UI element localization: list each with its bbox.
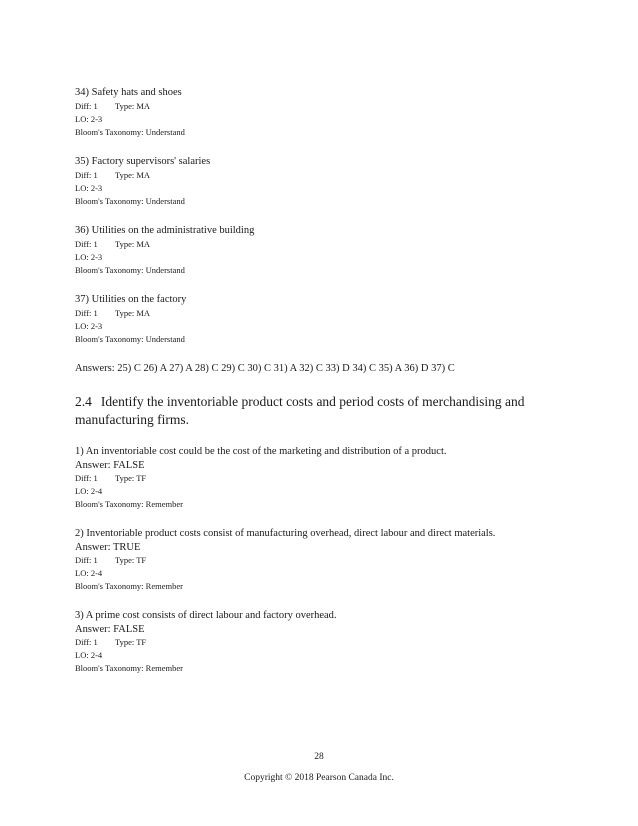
- difficulty-type: [75, 100, 575, 113]
- section-heading: [75, 393, 575, 429]
- question-type: Type: TF: [115, 473, 147, 483]
- blooms-taxonomy: Bloom's Taxonomy: Understand: [75, 196, 185, 206]
- answer: Answer: FALSE: [75, 460, 145, 471]
- difficulty-type: [75, 636, 575, 649]
- question-text: 3) A prime cost consists of direct labour and factory overhead.: [75, 610, 337, 621]
- blooms-taxonomy: Bloom's Taxonomy: Understand: [75, 265, 185, 275]
- question-text: 37) Utilities on the factory: [75, 294, 187, 305]
- answer-key: Answers: 25) C 26) A 27) A 28) C 29) C 30) C 31) A 32) C 33) D 34) C 35) A 36) D 37) C: [75, 363, 455, 374]
- question-35: [75, 155, 575, 208]
- page-number: 28: [314, 752, 324, 762]
- difficulty: Diff: 1: [75, 101, 98, 111]
- document-page: [75, 86, 575, 691]
- question-text: 2) Inventoriable product costs consist of manufacturing overhead, direct labour and direct materials.: [75, 528, 496, 539]
- question-type: Type: MA: [115, 101, 151, 111]
- learning-objective: LO: 2-3: [75, 183, 103, 193]
- learning-objective: LO: 2-4: [75, 568, 103, 578]
- difficulty-type: [75, 554, 575, 567]
- question-37: [75, 293, 575, 346]
- question-type: Type: TF: [115, 637, 147, 647]
- question-36: [75, 224, 575, 277]
- learning-objective: LO: 2-4: [75, 486, 103, 496]
- question-text: 34) Safety hats and shoes: [75, 87, 182, 98]
- question-1: [75, 445, 575, 511]
- blooms-taxonomy: Bloom's Taxonomy: Remember: [75, 663, 183, 673]
- copyright-notice: Copyright © 2018 Pearson Canada Inc.: [244, 773, 394, 783]
- difficulty: Diff: 1: [75, 473, 98, 483]
- question-text: 36) Utilities on the administrative building: [75, 225, 255, 236]
- difficulty: Diff: 1: [75, 555, 98, 565]
- blooms-taxonomy: Bloom's Taxonomy: Understand: [75, 127, 185, 137]
- difficulty: Diff: 1: [75, 170, 98, 180]
- difficulty-type: [75, 472, 575, 485]
- learning-objective: LO: 2-3: [75, 114, 103, 124]
- difficulty-type: [75, 307, 575, 320]
- difficulty-type: [75, 238, 575, 251]
- question-3: [75, 609, 575, 675]
- question-2: [75, 527, 575, 593]
- question-type: Type: TF: [115, 555, 147, 565]
- learning-objective: LO: 2-3: [75, 252, 103, 262]
- difficulty: Diff: 1: [75, 239, 98, 249]
- learning-objective: LO: 2-4: [75, 650, 103, 660]
- question-34: [75, 86, 575, 139]
- blooms-taxonomy: Bloom's Taxonomy: Understand: [75, 334, 185, 344]
- question-text: 35) Factory supervisors' salaries: [75, 156, 211, 167]
- difficulty: Diff: 1: [75, 637, 98, 647]
- difficulty: Diff: 1: [75, 308, 98, 318]
- blooms-taxonomy: Bloom's Taxonomy: Remember: [75, 499, 183, 509]
- answer: Answer: FALSE: [75, 624, 145, 635]
- section-number: 2.4: [75, 394, 92, 409]
- learning-objective: LO: 2-3: [75, 321, 103, 331]
- section-title: Identify the inventoriable product costs and period costs of merchandising and manufacturing firms.: [75, 394, 525, 427]
- blooms-taxonomy: Bloom's Taxonomy: Remember: [75, 581, 183, 591]
- question-type: Type: MA: [115, 308, 151, 318]
- question-text: 1) An inventoriable cost could be the cost of the marketing and distribution of a product.: [75, 446, 447, 457]
- question-type: Type: MA: [115, 170, 151, 180]
- difficulty-type: [75, 169, 575, 182]
- answer: Answer: TRUE: [75, 542, 141, 553]
- question-type: Type: MA: [115, 239, 151, 249]
